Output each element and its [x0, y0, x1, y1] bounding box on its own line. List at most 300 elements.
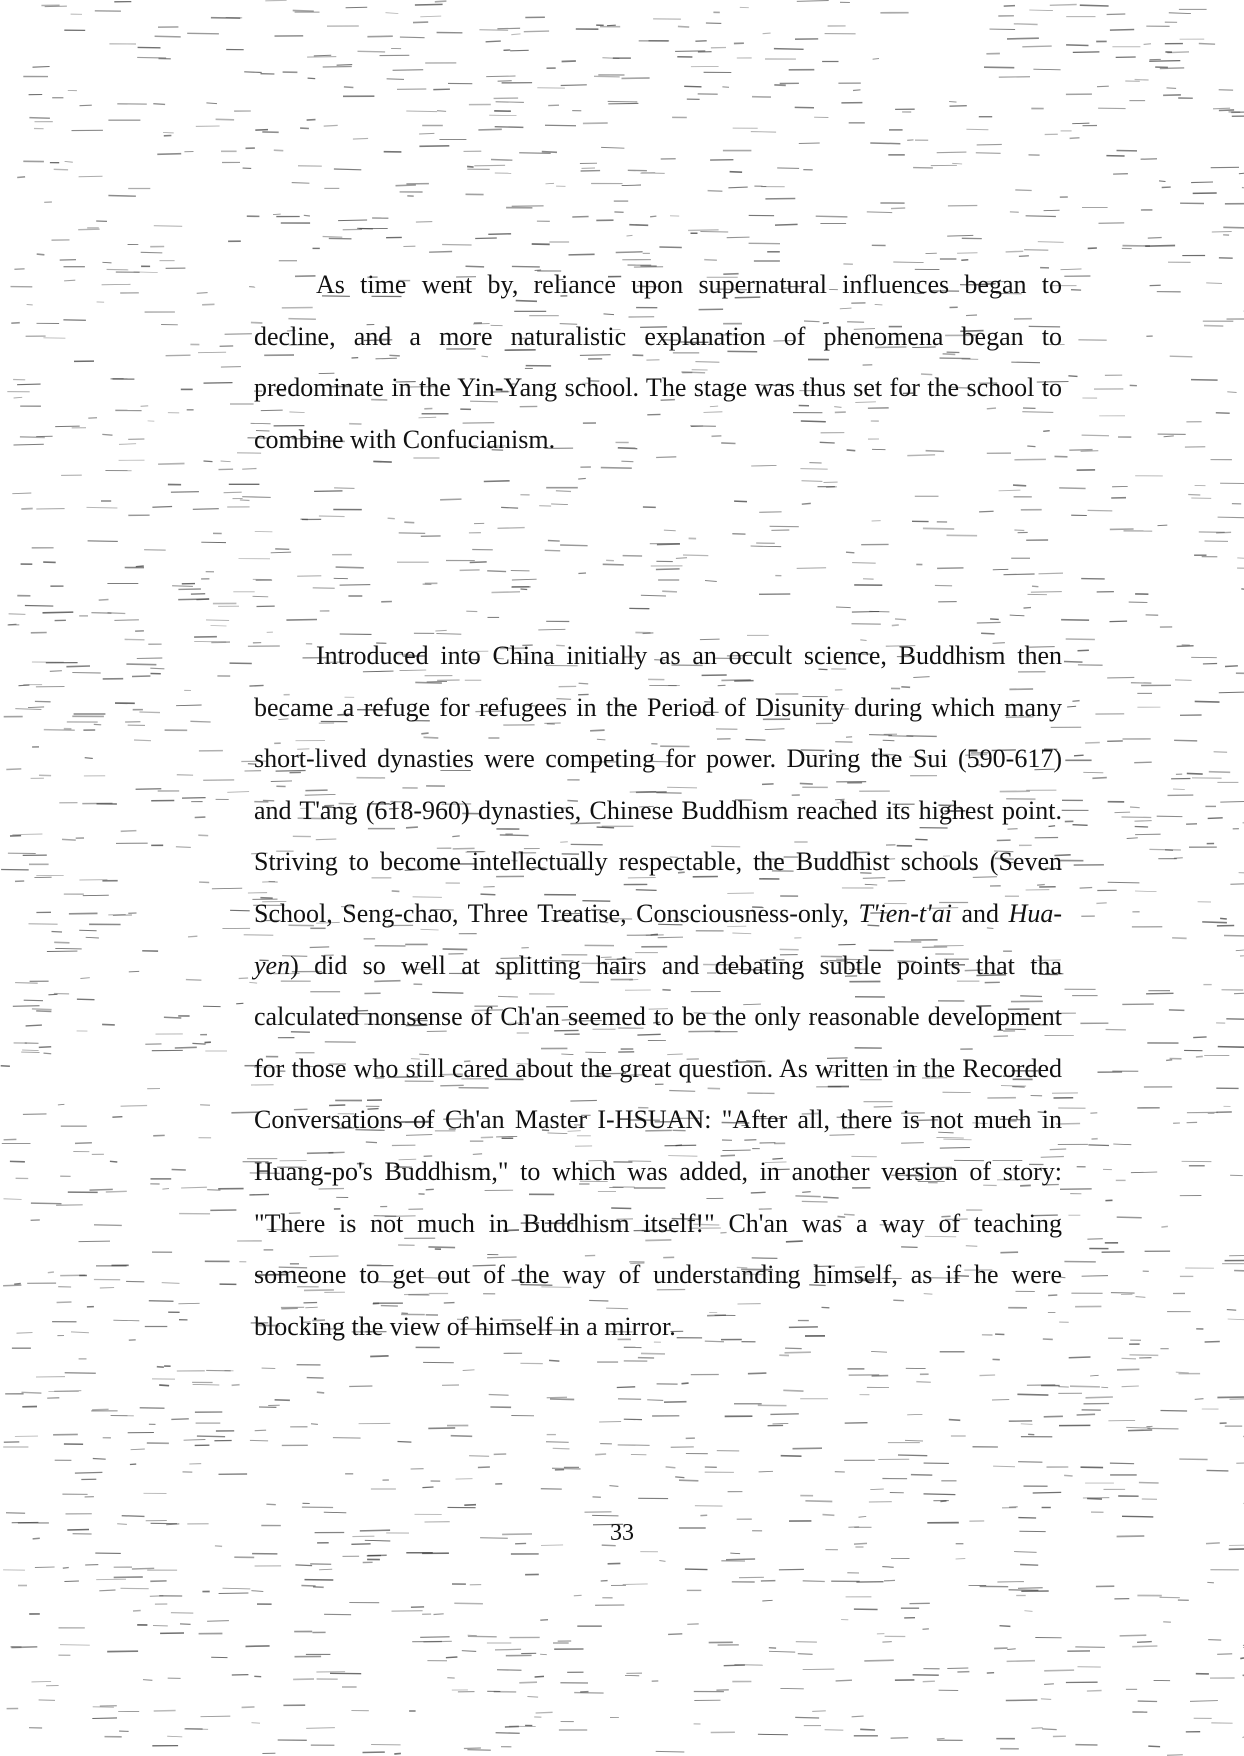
scan-dash [207, 1190, 220, 1191]
scan-dash [182, 798, 206, 799]
scan-dash [136, 566, 144, 567]
scan-dash [1122, 1358, 1137, 1359]
scan-dash [1033, 69, 1060, 70]
scan-dash [467, 1750, 490, 1751]
scan-dash [323, 237, 343, 238]
scan-dash [1044, 1670, 1074, 1671]
scan-dash [86, 937, 99, 938]
scan-dash [1080, 5, 1109, 6]
scan-dash [852, 563, 876, 564]
scan-dash [370, 1356, 388, 1357]
scan-dash [1206, 283, 1222, 284]
scan-dash [171, 1419, 189, 1420]
scan-dash [1212, 232, 1232, 233]
scan-dash [1032, 1728, 1043, 1729]
scan-dash [617, 1387, 635, 1388]
scan-dash [1216, 532, 1231, 533]
scan-dash [546, 1442, 569, 1443]
scan-dash [762, 1600, 772, 1601]
scan-dash [562, 61, 576, 62]
scan-dash [393, 70, 424, 71]
scan-dash [688, 230, 719, 231]
scan-dash [334, 488, 354, 489]
scan-dash [1066, 45, 1088, 46]
scan-dash [1216, 413, 1230, 414]
scan-dash [1175, 680, 1192, 681]
scan-dash [916, 1382, 931, 1383]
scan-dash [977, 144, 1002, 145]
scan-dash [751, 132, 776, 133]
scan-dash [153, 104, 165, 105]
scan-dash [454, 1603, 483, 1604]
scan-dash [498, 528, 525, 529]
scan-dash [419, 133, 434, 134]
scan-dash [24, 1000, 43, 1001]
scan-dash [211, 626, 227, 627]
scan-dash [884, 1580, 895, 1581]
scan-dash [550, 1399, 574, 1400]
scan-dash [860, 1729, 875, 1730]
scan-dash [1110, 621, 1128, 622]
scan-dash [33, 67, 50, 68]
scan-dash [1169, 1010, 1185, 1011]
scan-dash [1087, 1498, 1102, 1499]
scan-dash [463, 1370, 475, 1371]
scan-dash [618, 1399, 641, 1400]
scan-dash [1010, 615, 1025, 616]
scan-dash [1066, 639, 1095, 640]
scan-dash [1147, 1428, 1178, 1429]
scan-dash [730, 1553, 740, 1554]
scan-dash [157, 154, 181, 155]
scan-dash [949, 1420, 961, 1421]
scan-dash [512, 206, 544, 207]
scan-dash [540, 1654, 547, 1655]
scan-dash [1101, 1387, 1108, 1388]
scan-dash [71, 1332, 89, 1333]
scan-dash [950, 106, 967, 107]
scan-dash [6, 1513, 25, 1514]
scan-dash [992, 1400, 1009, 1401]
scan-dash [319, 516, 345, 517]
scan-dash [1176, 1372, 1189, 1373]
scan-dash [1061, 269, 1082, 270]
scan-dash [223, 1588, 251, 1589]
scan-dash [242, 1707, 255, 1708]
scan-dash [265, 0, 286, 1]
scan-dash [684, 86, 701, 87]
scan-dash [324, 1512, 347, 1513]
scan-dash [1059, 488, 1085, 489]
scan-dash [176, 705, 202, 706]
scan-dash [204, 461, 213, 462]
scan-dash [475, 238, 497, 239]
scan-dash [236, 1003, 243, 1004]
scan-dash [1117, 1369, 1139, 1370]
scan-dash [947, 235, 973, 236]
scan-dash [112, 1117, 122, 1118]
scan-dash [1135, 821, 1152, 822]
scan-dash [102, 434, 112, 435]
scan-dash [1064, 662, 1083, 663]
scan-dash [999, 77, 1030, 78]
paragraph-run: As time went by, reliance upon supernatural influences began to decline, and a more naturalistic explanation of phenomena began to predominate in the Yin-Yang school. The stage was thus set for the school to combine with Confucianism. [254, 270, 1062, 454]
scan-dash [592, 1515, 618, 1516]
scan-dash [952, 163, 962, 164]
scan-dash [1113, 1144, 1131, 1145]
scan-dash [181, 1187, 207, 1188]
scan-dash [22, 1050, 38, 1051]
scan-dash [1122, 1516, 1153, 1517]
scan-dash [113, 1320, 139, 1321]
scan-dash [816, 216, 848, 217]
scan-dash [1218, 517, 1244, 518]
scan-dash [219, 1593, 249, 1594]
scan-dash [26, 1025, 42, 1026]
scan-dash [1006, 1700, 1038, 1701]
scan-dash [239, 978, 248, 979]
scan-dash [150, 1596, 164, 1597]
scan-dash [1199, 44, 1215, 45]
scan-dash [800, 469, 827, 470]
scan-dash [641, 1353, 665, 1354]
scan-dash [423, 1641, 451, 1642]
scan-dash [488, 234, 511, 235]
scan-dash [540, 1620, 548, 1621]
scan-dash [864, 1660, 894, 1661]
scan-dash [307, 1378, 324, 1379]
scan-dash [313, 1587, 324, 1588]
scan-dash [1081, 451, 1099, 452]
scan-dash [1139, 1483, 1159, 1484]
scan-dash [175, 1047, 197, 1048]
scan-dash [1088, 510, 1113, 511]
scan-dash [795, 1717, 819, 1718]
scan-dash [336, 567, 364, 568]
scan-dash [664, 530, 676, 531]
scan-dash [1014, 24, 1038, 25]
scan-dash [659, 1561, 665, 1562]
scan-dash [1195, 1399, 1204, 1400]
scan-dash [1191, 380, 1218, 381]
scan-dash [1108, 882, 1140, 883]
scan-dash [54, 169, 68, 170]
scan-dash [511, 34, 520, 35]
scan-dash [1208, 818, 1223, 819]
scan-dash [307, 120, 316, 121]
scan-dash [1006, 251, 1024, 252]
scan-dash [1031, 592, 1062, 593]
scan-dash [171, 1613, 193, 1614]
scan-dash [451, 1436, 473, 1437]
scan-dash [574, 1595, 582, 1596]
scan-dash [594, 76, 620, 77]
scan-dash [79, 176, 103, 177]
scan-dash [188, 936, 197, 937]
scan-dash [57, 1302, 72, 1303]
scan-dash [162, 1283, 180, 1284]
scan-dash [242, 497, 271, 498]
scan-dash [1044, 1684, 1054, 1685]
scan-dash [99, 600, 109, 601]
scan-dash [1085, 743, 1100, 744]
scan-dash [1082, 435, 1109, 436]
scan-dash [823, 1515, 835, 1516]
scan-dash [88, 541, 118, 542]
scan-dash [167, 1736, 182, 1737]
scan-dash [1223, 227, 1244, 228]
scan-dash [323, 67, 352, 68]
scan-dash [25, 606, 53, 607]
scan-dash [487, 571, 506, 572]
scan-dash [1041, 1699, 1051, 1700]
scan-dash [206, 103, 217, 104]
scan-dash [240, 500, 250, 501]
scan-dash [601, 468, 632, 469]
scan-dash [206, 620, 229, 621]
scan-dash [54, 1391, 81, 1392]
scan-dash [498, 81, 512, 82]
scan-dash [1087, 1239, 1102, 1240]
scan-dash [194, 642, 226, 643]
scan-dash [759, 512, 781, 513]
scan-dash [728, 187, 747, 188]
scan-dash [14, 397, 23, 398]
scan-dash [9, 614, 26, 615]
scan-dash [622, 185, 641, 186]
scan-dash [1227, 1310, 1236, 1311]
scan-dash [242, 469, 256, 470]
scan-dash [1061, 620, 1089, 621]
scan-dash [467, 167, 474, 168]
scan-dash [1209, 772, 1230, 773]
scan-dash [1077, 1414, 1096, 1415]
scan-dash [1096, 903, 1106, 904]
scan-dash [569, 254, 595, 255]
scan-dash [1010, 212, 1019, 213]
scan-dash [999, 490, 1021, 491]
scan-dash [659, 247, 681, 248]
scan-dash [560, 545, 588, 546]
scan-dash [172, 1170, 186, 1171]
scan-dash [141, 406, 149, 407]
scan-dash [470, 562, 487, 563]
scan-dash [253, 596, 269, 597]
scan-dash [1069, 450, 1092, 451]
scan-dash [166, 355, 191, 356]
scan-dash [79, 1241, 111, 1242]
scan-dash [65, 162, 73, 163]
scan-dash [75, 1143, 92, 1144]
scan-dash [190, 721, 210, 722]
scan-dash [1013, 485, 1026, 486]
scan-dash [796, 1642, 817, 1643]
scan-dash [17, 1333, 33, 1334]
scan-dash [478, 129, 501, 130]
scan-dash [793, 1448, 823, 1449]
scan-dash [230, 910, 250, 911]
scan-dash [853, 90, 861, 91]
scan-dash [1130, 1355, 1159, 1356]
scan-dash [616, 252, 643, 253]
scan-dash [293, 11, 314, 12]
scan-dash [545, 125, 576, 126]
scan-dash [769, 1651, 795, 1652]
scan-dash [1137, 1642, 1152, 1643]
scan-dash [836, 1680, 852, 1681]
scan-dash [1236, 950, 1244, 951]
scan-dash [420, 1637, 449, 1638]
scan-dash [387, 79, 404, 80]
scan-dash [1110, 1463, 1134, 1464]
scan-dash [578, 573, 586, 574]
scan-dash [122, 1516, 145, 1517]
scan-dash [48, 994, 57, 995]
scan-dash [1009, 1590, 1039, 1591]
scan-dash [6, 769, 21, 770]
scan-dash [561, 85, 587, 86]
scan-dash [301, 1586, 315, 1587]
scan-dash [313, 588, 335, 589]
scan-dash [852, 624, 881, 625]
scan-dash [422, 1487, 433, 1488]
scan-dash [1217, 1654, 1232, 1655]
scan-dash [415, 4, 443, 5]
scan-dash [102, 284, 131, 285]
scan-dash [1080, 888, 1093, 889]
scan-dash [666, 1467, 676, 1468]
scan-dash [273, 214, 281, 215]
scan-dash [1069, 1357, 1091, 1358]
scan-dash [119, 444, 136, 445]
scan-dash [980, 1375, 996, 1376]
scan-dash [708, 191, 723, 192]
scan-dash [553, 1448, 570, 1449]
scan-dash [1092, 778, 1106, 779]
scan-dash [22, 1392, 42, 1393]
scan-dash [1135, 891, 1157, 892]
scan-dash [64, 280, 75, 281]
paragraph-buddhism [254, 630, 1062, 1352]
scan-dash [155, 36, 181, 37]
scan-dash [45, 6, 67, 7]
scan-dash [1074, 755, 1084, 756]
scan-dash [676, 558, 687, 559]
scan-dash [187, 33, 219, 34]
scan-dash [1220, 802, 1244, 803]
scan-dash [783, 1390, 803, 1391]
scan-dash [846, 552, 854, 553]
scan-dash [898, 1455, 927, 1456]
scan-dash [1015, 190, 1031, 191]
scan-dash [751, 546, 782, 547]
scan-dash [400, 37, 425, 38]
scan-dash [873, 59, 879, 60]
scan-dash [1227, 392, 1236, 393]
scan-dash [75, 1472, 103, 1473]
scan-dash [394, 1753, 401, 1754]
scan-dash [207, 1621, 229, 1622]
scan-dash [184, 1440, 206, 1441]
scan-dash [905, 1440, 923, 1441]
scan-dash [1166, 1060, 1172, 1061]
scan-dash [1000, 1626, 1011, 1627]
scan-dash [340, 585, 371, 586]
scan-dash [1128, 1430, 1152, 1431]
scan-dash [28, 707, 44, 708]
scan-dash [1018, 1462, 1042, 1463]
scan-dash [727, 237, 750, 238]
scan-dash [464, 1505, 476, 1506]
scan-dash [406, 111, 437, 112]
scan-dash [1115, 812, 1131, 813]
scan-dash [460, 570, 480, 571]
scan-dash [349, 1386, 372, 1387]
scan-dash [224, 492, 242, 493]
scan-dash [178, 599, 209, 600]
scan-dash [1014, 1552, 1037, 1553]
scan-dash [64, 1581, 79, 1582]
scan-dash [21, 509, 32, 510]
scan-dash [595, 1454, 606, 1455]
scan-dash [1126, 1427, 1150, 1428]
scan-dash [519, 1682, 537, 1683]
scan-dash [1044, 210, 1060, 211]
scan-dash [527, 1697, 538, 1698]
scan-dash [338, 220, 367, 221]
scan-dash [353, 138, 368, 139]
scan-dash [317, 1392, 324, 1393]
scan-dash [479, 30, 508, 31]
scan-dash [603, 564, 624, 565]
scan-dash [1161, 1226, 1168, 1227]
scan-dash [186, 980, 202, 981]
scan-dash [730, 172, 743, 173]
scan-dash [496, 102, 524, 103]
scan-dash [39, 1047, 51, 1048]
scan-dash [4, 1199, 22, 1200]
scan-dash [486, 76, 515, 77]
scan-dash [1068, 376, 1077, 377]
scan-dash [271, 552, 291, 553]
scan-dash [198, 352, 226, 353]
scan-dash [48, 1272, 54, 1273]
scan-dash [29, 118, 50, 119]
scan-dash [1240, 1658, 1244, 1659]
scan-dash [358, 51, 386, 52]
scan-dash [802, 481, 823, 482]
scan-dash [15, 709, 41, 710]
scan-dash [344, 87, 354, 88]
scan-dash [324, 125, 338, 126]
scan-dash [976, 153, 1001, 154]
scan-dash [949, 102, 956, 103]
scan-dash [413, 22, 428, 23]
scan-dash [1073, 825, 1088, 826]
scan-dash [250, 1440, 268, 1441]
scan-dash [1067, 706, 1076, 707]
scan-dash [474, 165, 505, 166]
scan-dash [114, 620, 138, 621]
scan-dash [83, 895, 109, 896]
scan-dash [751, 466, 776, 467]
scan-dash [62, 839, 76, 840]
scan-dash [227, 792, 249, 793]
scan-dash [204, 383, 233, 384]
scan-dash [492, 592, 521, 593]
scan-dash [171, 492, 199, 493]
scan-dash [99, 1590, 115, 1591]
